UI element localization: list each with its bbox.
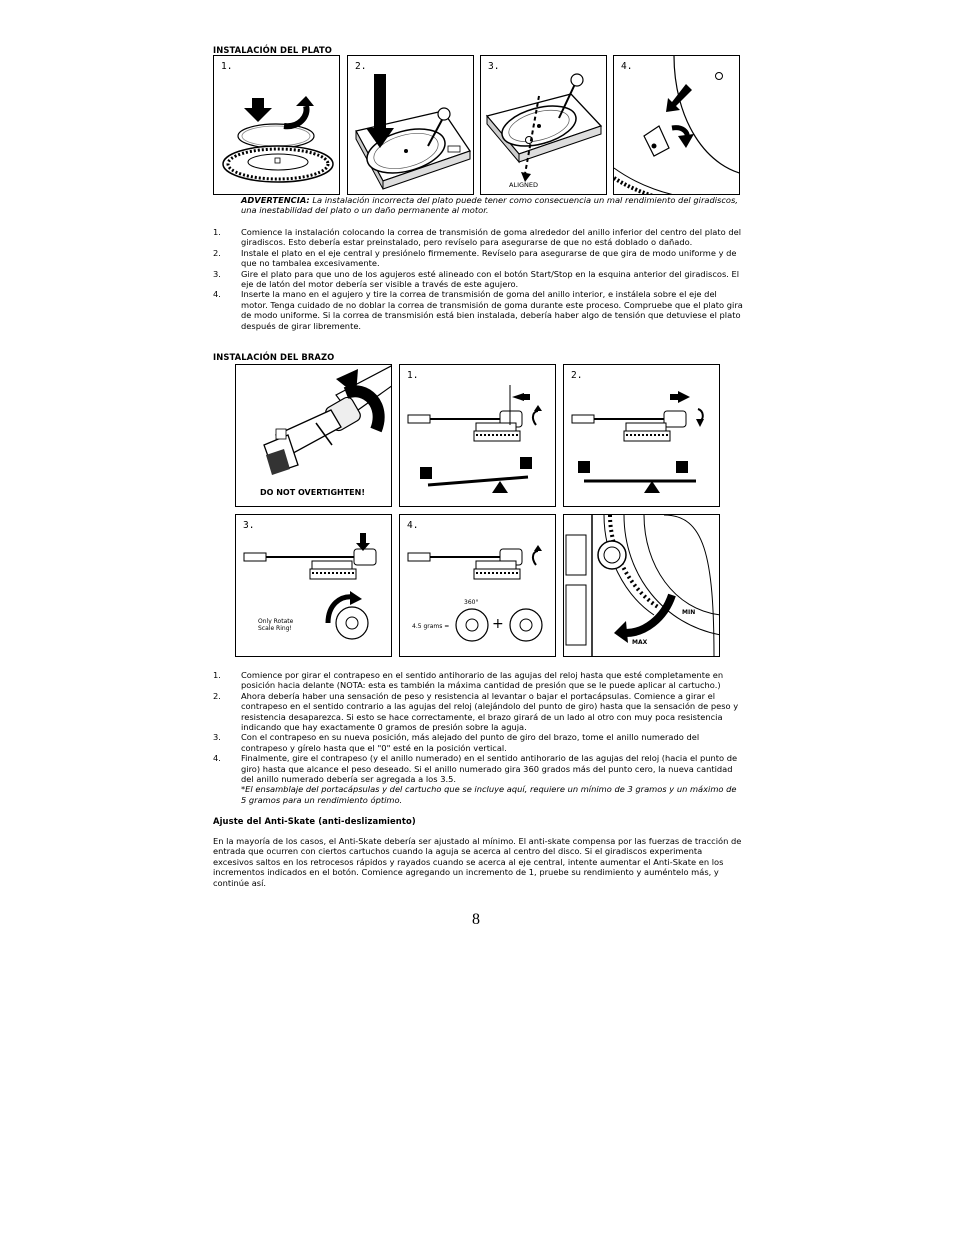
antiskate-illustration — [563, 514, 720, 657]
list-item-note: *El ensamblaje del portacápsulas y del cartucho que se incluye aquí, requiere un mínimo de 3 gramos y un máximo de 5 gramos para un rendimiento óptimo. — [241, 784, 737, 805]
list-item: 1. Comience por girar el contrapeso en el sentido antihorario de las agujas del reloj hasta que esté completamente en posición hacia delante (NOTA: esta es también la máxima cantidad de presión que se le puede aplicar al cartucho.) — [213, 670, 724, 691]
panel-number: 4. — [621, 61, 633, 72]
turntable-drawing — [348, 56, 474, 195]
panel-number: 3. — [243, 520, 255, 531]
antiskate-dial-drawing — [564, 515, 720, 657]
platter-illustration-3 — [480, 55, 607, 195]
panel-number: 4. — [407, 520, 419, 531]
headshell-drawing — [236, 365, 392, 507]
platter-illustration-4 — [613, 55, 740, 195]
warning-text: La instalación incorrecta del plato puede tener como consecuencia un mal rendimiento del giradiscos, una inestabilidad del plato o un daño permanente al motor. — [241, 195, 738, 216]
belt-install-drawing — [614, 56, 740, 195]
headshell-illustration — [235, 364, 392, 507]
panel-number: 2. — [355, 61, 367, 72]
tonearm-balance-drawing — [400, 365, 556, 507]
warning-label: ADVERTENCIA: — [241, 195, 310, 205]
aligned-label: ALIGNED — [509, 181, 538, 189]
panel-number: 2. — [571, 370, 583, 381]
rotate-note-line1: Only Rotate — [258, 618, 294, 625]
list-item: 4. Finalmente, gire el contrapeso (y el anillo numerado) en el sentido antihorario de las agujas del reloj (hacia el punto de giro) hasta que alcance el peso deseado. Si el anillo numerado gira 360 grados más del punto cero, la nueva cantidad del anillo numerado debería ser agregada a los 3.5. — [213, 753, 738, 785]
degrees-label: 360° — [464, 599, 479, 606]
list-item: 2. Ahora debería haber una sensación de peso y resistencia al levantar o bajar el portacápsulas. Comience a girar el contrapeso en el sentido contrario a las agujas del reloj (alejándolo del punto de giro) hasta que la sensación de peso y resistencia desaparezca. Si esto se hace correctamente, el brazo girará de un lado al otro con muy poca resistencia indicando que hay exactamente 0 gramos de presión sobre la aguja. — [213, 690, 739, 733]
list-item: 2. Instale el plato en el eje central y presiónelo firmemente. Revíselo para asegurarse de que gira de modo uniforme y de que no tambalea excesivamente. — [213, 247, 737, 269]
scale-ring-drawing — [236, 515, 392, 657]
panel-number: 3. — [488, 61, 500, 72]
min-label: MIN — [682, 609, 696, 616]
panel-number: 1. — [221, 61, 233, 72]
list-item: 3. Con el contrapeso en su nueva posición, más alejado del punto de giro del brazo, tome el anillo numerado del contrapeso y gírelo hasta que el "0" esté en la posición vertical. — [213, 732, 700, 753]
max-label: MAX — [632, 639, 648, 646]
tonearm-illustration-1 — [399, 364, 556, 507]
tonearm-illustration-4 — [399, 514, 556, 657]
tonearm-illustration-3 — [235, 514, 392, 657]
grams-label: 4.5 grams = — [412, 623, 450, 630]
platter-warning — [241, 195, 741, 216]
platter-steps-list — [213, 227, 743, 331]
tracking-force-drawing — [400, 515, 556, 657]
list-item: 4. Inserte la mano en el agujero y tire la correa de transmisión de goma del anillo interior, e instálela sobre el eje del motor. Tenga cuidado de no doblar la correa de transmisión de goma durante este proceso. Compruebe que el plato gira de modo uniforme. Si la correa de transmisión está bien instalada, debería haber algo de tensión que detuviese el plato después de girar libremente. — [213, 289, 743, 331]
aligned-turntable-drawing — [481, 56, 607, 195]
platter-illustration-2 — [347, 55, 474, 195]
tonearm-steps-list — [213, 670, 743, 805]
list-item: 1. Comience la instalación colocando la correa de transmisión de goma alrededor del anillo inferior del centro del plato del giradiscos. Esto debería estar preinstalado, pero revíselo para asegurarse de que no está doblado o dañado. — [213, 227, 742, 248]
platter-drawing — [214, 56, 340, 195]
tonearm-zero-drawing — [564, 365, 720, 507]
tonearm-illustration-2 — [563, 364, 720, 507]
overtighten-warning: DO NOT OVERTIGHTEN! — [260, 488, 365, 497]
section-heading-antiskate: Ajuste del Anti-Skate (anti-deslizamiento) — [213, 816, 416, 826]
antiskate-paragraph: En la mayoría de los casos, el Anti-Skate debería ser ajustado al mínimo. El anti-skate compensa por las fuerzas de tracción de entrada que ocurren con ciertos cartuchos cuando la aguja se acerca al centro del disco. Si el giradiscos experimenta excesivos saltos en los retrocesos rápidos y rayados cuando se acerca al eje central, intente aumentar el Anti-Skate en los incrementos indicados en el botón. Comience agregando un incremento de 1, pruebe su rendimiento y auméntelo más, y continúe así. — [213, 836, 742, 888]
plus-sign: + — [492, 616, 504, 632]
list-item: 3. Gire el plato para que uno de los agujeros esté alineado con el botón Start/Stop en la esquina anterior del giradiscos. El eje de latón del motor debería ser visible a través de este agujero. — [213, 268, 740, 290]
page-number: 8 — [472, 911, 480, 928]
section-heading-tonearm: INSTALACIÓN DEL BRAZO — [213, 352, 335, 362]
section-heading-platter: INSTALACIÓN DEL PLATO — [213, 45, 332, 55]
rotate-note-line2: Scale Ring! — [258, 625, 292, 632]
platter-illustration-1 — [213, 55, 340, 195]
panel-number: 1. — [407, 370, 419, 381]
